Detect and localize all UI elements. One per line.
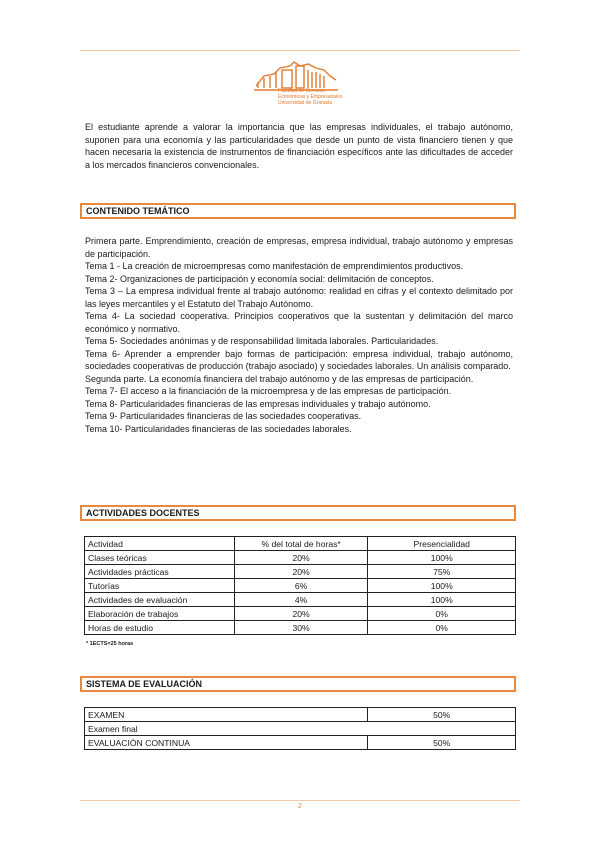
- table-cell: Horas de estudio: [85, 621, 235, 635]
- table-cell: 50%: [368, 708, 516, 722]
- table-header-cell: Actividad: [85, 537, 235, 551]
- table-cell: 0%: [368, 607, 516, 621]
- contenido-item: Tema 9- Particularidades financieras de las sociedades cooperativas.: [85, 411, 362, 421]
- contenido-item: Tema 1 - La creación de microempresas como manifestación de emprendimientos productivos.: [85, 261, 464, 271]
- contenido-item: Tema 3 – La empresa individual frente al trabajo autónomo: realidad en cifras y el contexto delimitado por las leyes mercantiles y el Estatuto del Trabajo Autónomo.: [85, 286, 513, 309]
- table-row: [85, 722, 516, 736]
- table-cell: 100%: [368, 593, 516, 607]
- table-cell: Tutorías: [85, 579, 235, 593]
- table-cell: 100%: [368, 551, 516, 565]
- table-row: [85, 621, 516, 635]
- table-cell: 20%: [234, 565, 368, 579]
- footer-rule: [80, 800, 520, 801]
- table-row: [85, 551, 516, 565]
- contenido-item: Tema 5- Sociedades anónimas y de responsabilidad limitada laborales. Particularidades.: [85, 336, 439, 346]
- table-header-cell: Presencialidad: [368, 537, 516, 551]
- page-number: 2: [298, 803, 302, 810]
- table-cell: EVALUACIÓN CONTINUA: [85, 736, 368, 750]
- table-cell: Elaboración de trabajos: [85, 607, 235, 621]
- table-cell: 0%: [368, 621, 516, 635]
- contenido-item: Tema 6- Aprender a emprender bajo formas de participación: empresa individual, trabajo autónomo, sociedades cooperativas de producción (trabajo asociado) y sociedades laborales. Un análisis comparado.: [85, 348, 513, 371]
- evaluacion-table: [84, 707, 516, 750]
- contenido-item: Tema 4- La sociedad cooperativa. Principios cooperativos que la sustentan y delimitación del marco económico y normativo.: [85, 311, 513, 334]
- table-cell: 20%: [234, 607, 368, 621]
- intro-paragraph: El estudiante aprende a valorar la importancia que las empresas individuales, el trabajo autónomo, suponen para una economía y las particularidades que desde un punto de vista financiero tienen y que hacen necesaria la existencia de instrumentos de financiación específicos ante las dificultades de acceder a los mercados financieros convencionales.: [85, 122, 513, 170]
- table-row: [85, 607, 516, 621]
- table-cell: Actividades de evaluación: [85, 593, 235, 607]
- table-row: [85, 708, 516, 722]
- contenido-item: Primera parte. Emprendimiento, creación de empresas, empresa individual, trabajo autónomo y empresas de participación.: [85, 236, 513, 259]
- contenido-item: Tema 8- Particularidades financieras de las empresas individuales y trabajo autónomo.: [85, 398, 431, 409]
- table-header-cell: % del total de horas*: [234, 537, 368, 551]
- section-title-actividades: ACTIVIDADES DOCENTES: [80, 505, 516, 521]
- section-title-evaluacion: SISTEMA DE EVALUACIÓN: [80, 676, 516, 692]
- logo-text: Facultad de Ciencias Económicas y Empresariales Universidad de Granada: [278, 88, 343, 106]
- table-cell: EXAMEN: [85, 708, 368, 722]
- contenido-item: Tema 2- Organizaciones de participación y economía social: delimitación de conceptos.: [85, 273, 434, 284]
- header-rule: [80, 50, 520, 51]
- faculty-logo: [250, 58, 350, 116]
- contenido-list: [85, 235, 513, 435]
- table-header-row: [85, 537, 516, 551]
- table-cell: 30%: [234, 621, 368, 635]
- actividades-table: [84, 536, 516, 635]
- contenido-item: Tema 10- Particularidades financieras de las sociedades laborales.: [85, 423, 352, 434]
- table-row: [85, 579, 516, 593]
- table-cell: 50%: [368, 736, 516, 750]
- table-cell: Clases teóricas: [85, 551, 235, 565]
- table-footnote: * 1ECTS=25 horas: [86, 641, 134, 647]
- table-cell: Actividades prácticas: [85, 565, 235, 579]
- contenido-item: Tema 7- El acceso a la financiación de la microempresa y de las empresas de participación.: [85, 386, 452, 396]
- table-cell: 20%: [234, 551, 368, 565]
- table-cell: 100%: [368, 579, 516, 593]
- table-row: [85, 565, 516, 579]
- contenido-item: Segunda parte. La economía financiera del trabajo autónomo y de las empresas de participación.: [85, 373, 474, 384]
- table-cell: 4%: [234, 593, 368, 607]
- section-title-contenido: CONTENIDO TEMÁTICO: [80, 203, 516, 219]
- table-cell: Examen final: [85, 722, 516, 736]
- table-row: [85, 736, 516, 750]
- table-cell: 75%: [368, 565, 516, 579]
- table-row: [85, 593, 516, 607]
- table-cell: 6%: [234, 579, 368, 593]
